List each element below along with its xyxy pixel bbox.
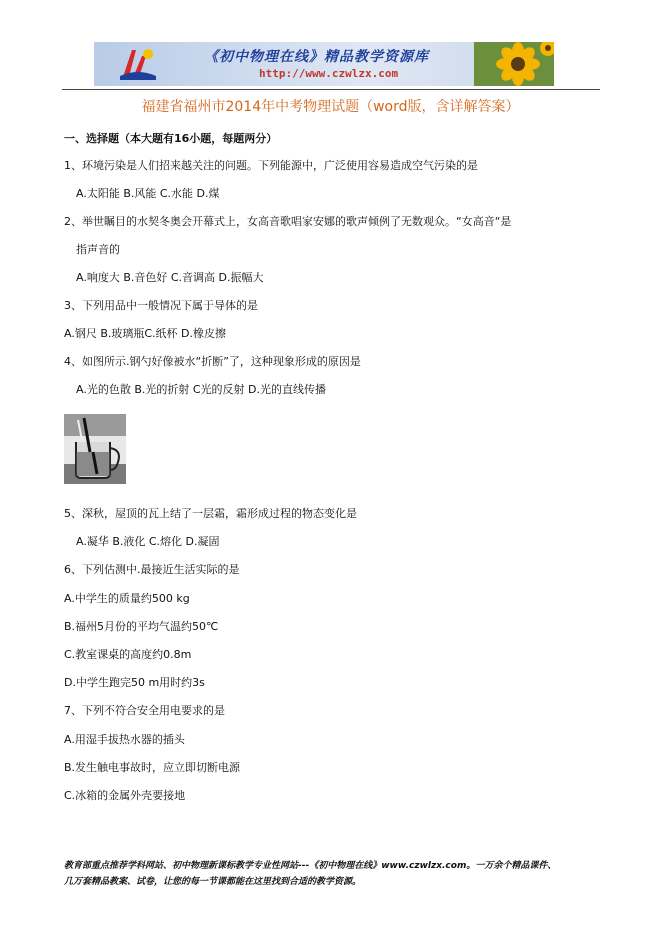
question-2: 2、举世瞩目的水契冬奥会开幕式上，女高音歌唱家安娜的歌声倾例了无数观众。“女高音“是 xyxy=(64,215,512,228)
question-6: 6、下列估测中.最接近生活实际的是 xyxy=(64,563,240,576)
question-6-option-d: D.中学生跑完50 m用时约3s xyxy=(64,676,205,689)
question-1: 1、环境污染是人们招来越关注的问题。下列能源中，广泛使用容易造成空气污染的是 xyxy=(64,159,478,172)
sunflower-icon xyxy=(474,42,554,86)
spoon-in-glass-icon xyxy=(64,414,126,484)
question-3-options: A.钢尺 B.玻璃瓶C.纸杯 D.橡皮擦 xyxy=(64,327,227,340)
banner-slogan: 《初中物理在线》精品教学资源库 xyxy=(204,49,429,65)
question-1-options: A.太阳能 B.风能 C.水能 D.煤 xyxy=(76,187,220,200)
question-4-options: A.光的色散 B.光的折射 C光的反射 D.光的直线传播 xyxy=(76,383,327,396)
page-title: 福建省福州市2014年中考物理试题（word版，含详解答案） xyxy=(141,99,520,115)
banner-url[interactable]: http://www.czwlzx.com xyxy=(259,67,399,80)
question-4: 4、如图所示.钢勺好像被水“折断”了，这种现象形成的原因是 xyxy=(64,355,361,368)
question-5: 5、深秋，屋顶的瓦上结了一层霜，霜形成过程的物态变化是 xyxy=(64,507,357,520)
question-6-option-a: A.中学生的质量约500 kg xyxy=(64,592,190,605)
question-7-option-b: B.发生触电事故时，应立即切断电源 xyxy=(64,761,241,774)
footer-line-2: 几万套精品教案、试卷，让您的每一节课都能在这里找到合适的教学资源。 xyxy=(64,877,362,887)
footer-line-1: 教育部重点推荐学科网站、初中物理新课标教学专业性网站---《初中物理在线》www.czwlzx.com。一万余个精品课件、 xyxy=(64,861,557,871)
header-banner xyxy=(94,42,554,86)
question-2-options: A.响度大 B.音色好 C.音调高 D.振幅大 xyxy=(76,271,264,284)
question-5-options: A.凝华 B.液化 C.熔化 D.凝固 xyxy=(76,535,220,548)
question-7-option-c: C.冰箱的金属外壳要接地 xyxy=(64,789,186,802)
header-rule xyxy=(62,89,600,90)
section-heading: 一、选择题（本大题有16小题，每题两分） xyxy=(64,132,278,145)
question-2-cont: 指声音的 xyxy=(76,243,120,256)
ll-logo-icon xyxy=(118,46,158,82)
page-footer xyxy=(64,858,604,890)
question-7-option-a: A.用湿手拔热水器的插头 xyxy=(64,733,185,746)
question-3: 3、下列用品中一般情况下属于导体的是 xyxy=(64,299,258,312)
question-6-option-b: B.福州5月份的平均气温约50℃ xyxy=(64,620,219,633)
question-7: 7、下列不符合安全用电要求的是 xyxy=(64,704,225,717)
question-6-option-c: C.教室课桌的高度约0.8m xyxy=(64,648,192,661)
